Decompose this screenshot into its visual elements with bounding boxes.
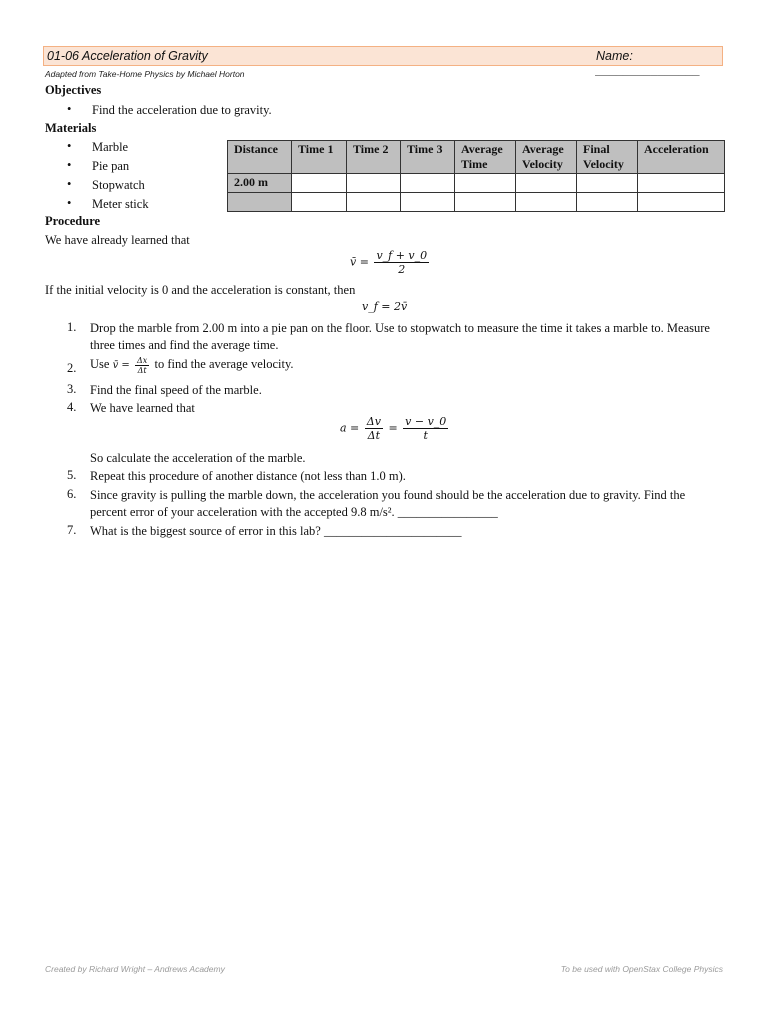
step-text: What is the biggest source of error in this lab? ______________________ [90, 524, 462, 538]
procedure-intro: We have already learned that [45, 233, 190, 247]
material-text: Marble [92, 140, 129, 154]
step-followup-text: So calculate the acceleration of the marble. [90, 451, 306, 465]
table-cell[interactable] [401, 174, 455, 193]
document-title: 01-06 Acceleration of Gravity [47, 49, 208, 63]
step-number: 4. [67, 400, 77, 414]
equation-fraction [403, 415, 448, 442]
column-header: Acceleration [638, 141, 725, 174]
table-cell[interactable] [347, 174, 401, 193]
table-header-row [228, 141, 725, 174]
fraction-denominator: Δt [137, 366, 147, 375]
step-number: 1. [67, 320, 77, 334]
equation-fraction [365, 415, 383, 442]
table-cell[interactable] [516, 193, 577, 212]
step-text: We have learned that [90, 401, 195, 415]
procedure-heading: Procedure [45, 214, 101, 228]
condition-text: If the initial velocity is 0 and the acceleration is constant, then [45, 283, 356, 297]
objective-text: Find the acceleration due to gravity. [92, 103, 272, 117]
column-header: Final Velocity [577, 141, 638, 174]
fraction-numerator: v − v_0 [405, 415, 447, 428]
bullet-icon: • [67, 158, 72, 172]
name-field-label: Name: _______________ [596, 49, 701, 77]
table-cell[interactable] [638, 193, 725, 212]
bullet-icon: • [67, 139, 72, 153]
equation-lhs: a = [340, 421, 360, 435]
table-cell[interactable] [347, 193, 401, 212]
column-header: Time 1 [292, 141, 347, 174]
material-text: Stopwatch [92, 178, 145, 192]
table-cell[interactable] [577, 174, 638, 193]
equation-fraction [374, 249, 429, 276]
step-number: 5. [67, 468, 77, 482]
objectives-heading: Objectives [45, 83, 102, 97]
material-text: Meter stick [92, 197, 149, 211]
material-text: Pie pan [92, 159, 130, 173]
equation-fraction [135, 356, 149, 375]
equation-lhs: v̄ = [112, 360, 130, 371]
table-cell[interactable] [228, 193, 292, 212]
step-number: 3. [67, 382, 77, 396]
fraction-denominator: 2 [398, 263, 406, 276]
table-row [228, 193, 725, 212]
table-cell[interactable] [516, 174, 577, 193]
table-cell[interactable] [577, 193, 638, 212]
step-text-pre: Use [90, 357, 110, 371]
adapted-credit: Adapted from Take-Home Physics by Michael Horton [45, 69, 245, 79]
fraction-denominator: Δt [367, 429, 381, 442]
table-cell[interactable] [455, 193, 516, 212]
column-header: Time 3 [401, 141, 455, 174]
step-text: Find the final speed of the marble. [90, 383, 262, 397]
table-row [228, 174, 725, 193]
step-number: 2. [67, 361, 77, 375]
bullet-icon: • [67, 196, 72, 210]
step-number: 7. [67, 523, 77, 537]
table-cell[interactable] [401, 193, 455, 212]
inline-equation [112, 356, 155, 375]
equation-equals: = [388, 421, 398, 435]
column-header: Average Velocity [516, 141, 577, 174]
materials-heading: Materials [45, 121, 97, 135]
column-header: Distance [228, 141, 292, 174]
table-cell[interactable] [292, 193, 347, 212]
step-text: Repeat this procedure of another distance (not less than 1.0 m). [90, 469, 406, 483]
table-cell[interactable] [292, 174, 347, 193]
fraction-numerator: v_f + v_0 [376, 249, 428, 262]
step-number: 6. [67, 487, 77, 501]
average-velocity-equation [350, 249, 431, 276]
table-cell[interactable] [455, 174, 516, 193]
step-text [90, 356, 720, 375]
step-text: Drop the marble from 2.00 m into a pie pan on the floor. Use to stopwatch to measure the time it takes a marble to. Measure three times and find the average time. [90, 321, 710, 352]
bullet-icon: • [67, 177, 72, 191]
table-cell[interactable] [638, 174, 725, 193]
bullet-icon: • [67, 102, 72, 116]
table-cell: 2.00 m [228, 174, 292, 193]
step-text: Since gravity is pulling the marble down, the acceleration you found should be the acceleration due to gravity. Find the percent error of your acceleration with the accepted 9.8 m/s². ________________ [90, 488, 686, 519]
column-header: Time 2 [347, 141, 401, 174]
fraction-numerator: Δx [136, 356, 148, 365]
footer-note: To be used with OpenStax College Physics [560, 964, 723, 974]
fraction-numerator: Δv [366, 415, 381, 428]
step-text-post: to find the average velocity. [154, 357, 294, 371]
final-velocity-equation: v_f = 2v̄ [362, 300, 408, 313]
acceleration-equation [340, 415, 450, 442]
data-table [227, 140, 725, 212]
equation-lhs: v̄ = [350, 255, 369, 269]
footer-credit: Created by Richard Wright – Andrews Academy [45, 964, 225, 974]
column-header: Average Time [455, 141, 516, 174]
fraction-denominator: t [423, 429, 428, 442]
